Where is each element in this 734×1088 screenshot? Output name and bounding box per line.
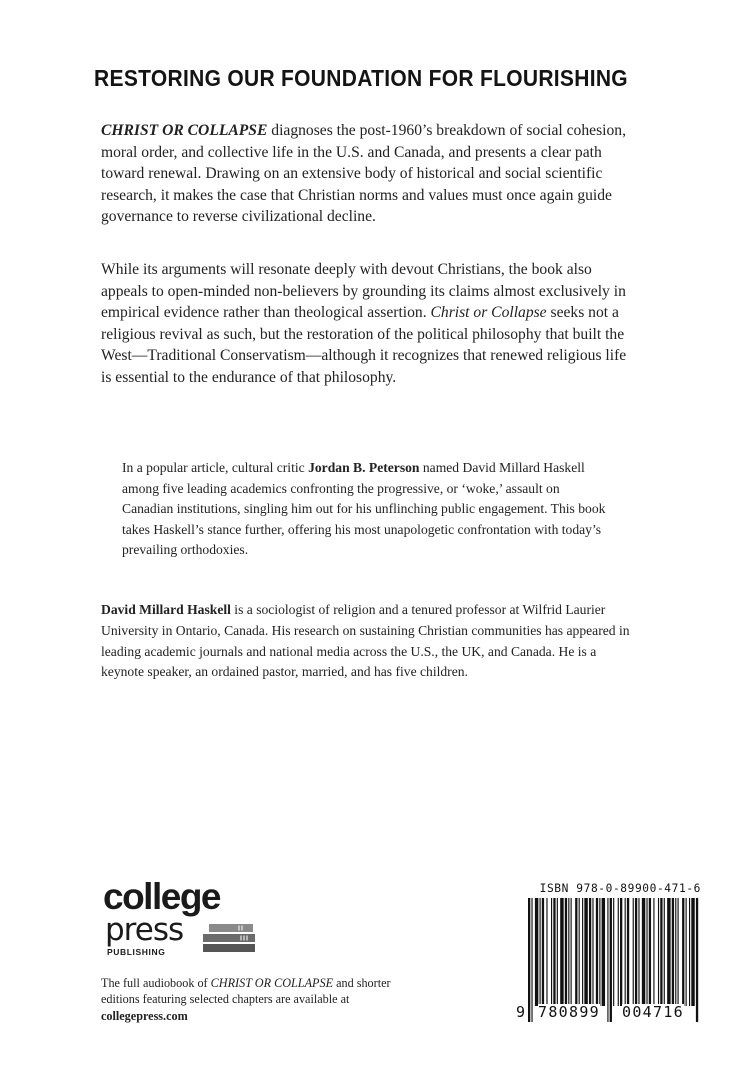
author-bio [101,600,631,683]
logo-publishing-word: PUBLISHING [107,947,166,957]
barcode-bar [565,898,567,1006]
description-paragraph-1 [101,120,631,228]
barcode-bar [607,898,608,1022]
barcode-bar [664,898,665,1006]
barcode-bar [672,898,674,1006]
barcode-bar [667,898,670,1006]
barcode-bar [633,898,634,1006]
book-title-emphasis: CHRIST OR COLLAPSE [101,122,268,139]
paragraph-1-text: diagnoses the post-1960’s breakdown of social cohesion, moral order, and collective life in the U.S. and Canada, and presents a clear path toward renewal. Drawing on an extensive body of historical and social scientific research, it makes the case that Christian norms and values must once again guide governance to reverse civilizational decline. [101,122,626,226]
description-paragraph-2 [101,259,631,389]
barcode-bar [689,898,690,1006]
barcode-bar [682,898,684,1006]
barcode-bar [542,898,544,1006]
barcode-bar [535,898,538,1006]
barcode-bar [589,898,591,1006]
footer-text-a: The full audiobook of [101,976,211,990]
paragraph-2-text-a: While its arguments will resonate deeply with devout Christians, the book also appeals to open-minded non-believers by grounding its claims almost exclusively in empirical evidence rather than theological assertion. [101,261,626,322]
publisher-logo [103,876,263,960]
barcode-bar [610,898,612,1022]
logo-press-word: press [105,912,184,948]
barcode-bar [557,898,558,1006]
barcode-bar [584,898,587,1006]
barcode-bar [675,898,676,1006]
barcode-bar [620,898,622,1006]
barcode-first-digit: 9 [516,1003,526,1021]
book-title-italic: Christ or Collapse [430,304,547,322]
quote-text-b: named David Millard Haskell among five leading academics confronting the progressive, or ‘woke,’ assault on Canadian institutions, singling him out for his unflinching public engagement. This book takes Haskell’s stance further, offering his most unapologetic confrontation with today’s prevailing orthodoxies. [122,460,606,558]
barcode-bar [618,898,619,1006]
barcode-bar [575,898,577,1006]
barcode-bar [540,898,541,1006]
barcode-bar [613,898,614,1006]
barcode-bar [602,898,605,1006]
quote-text-a: In a popular article, cultural critic [122,460,309,475]
endorser-name: Jordan B. Peterson [308,460,420,475]
barcode-bar [660,898,662,1006]
audiobook-note [101,975,401,1024]
barcode-bar [627,898,629,1006]
barcode-bar [579,898,580,1006]
author-name: David Millard Haskell [101,602,231,617]
author-bio-text: is a sociologist of religion and a tenured professor at Wilfrid Laurier University in Ontario, Canada. His research on sustaining Christian communities has appeared in leading academic journals and national media across the U.S., the UK, and Canada. He is a keynote speaker, an ordained pastor, married, and has five children. [101,602,630,680]
barcode-bar [599,898,600,1006]
isbn-barcode [508,882,701,1025]
barcode-bar [638,898,639,1006]
footer-book-title: CHRIST OR COLLAPSE [210,976,334,990]
barcode-bar [553,898,555,1006]
publisher-website: collegepress.com [101,1008,188,1023]
barcode-bar [571,898,572,1006]
barcode-bar [686,898,687,1006]
endorsement-quote [122,458,612,561]
footer-text-b: and shorter editions featuring selected chapters are available at [101,976,391,1007]
barcode-bar [696,898,698,1022]
barcode-bar [649,898,651,1006]
barcode-bar [551,898,552,1006]
barcode-bar [560,898,563,1006]
barcode-bar [678,898,679,1006]
barcode-bar [691,898,694,1006]
barcode-bar [635,898,637,1006]
stacked-books-icon [203,924,255,952]
barcode-bar [592,898,593,1006]
barcode-bar [531,898,532,1022]
barcode-bar [642,898,645,1006]
barcode-bar [658,898,659,1006]
barcode-right-digits: 004716 [622,1003,684,1021]
barcode-bar [568,898,569,1006]
barcode-bar [528,898,530,1022]
barcode-left-digits: 780899 [538,1003,600,1021]
barcode-bar [582,898,583,1006]
barcode-bar [653,898,654,1006]
paragraph-2-text-b: seeks not a religious revival as such, but the restoration of the political philosophy that built the West—Traditional Conservatism—although it recognizes that renewed religious life is essential to the endurance of that philosophy. [101,304,627,386]
barcode-bar [596,898,598,1006]
barcode-bar [546,898,547,1006]
back-cover-heading: RESTORING OUR FOUNDATION FOR FLOURISHING [94,66,628,92]
isbn-label: ISBN 978-0-89900-471-6 [539,882,701,895]
barcode-bar [646,898,647,1006]
barcode-bar [625,898,626,1006]
logo-college-word: college [103,876,220,917]
